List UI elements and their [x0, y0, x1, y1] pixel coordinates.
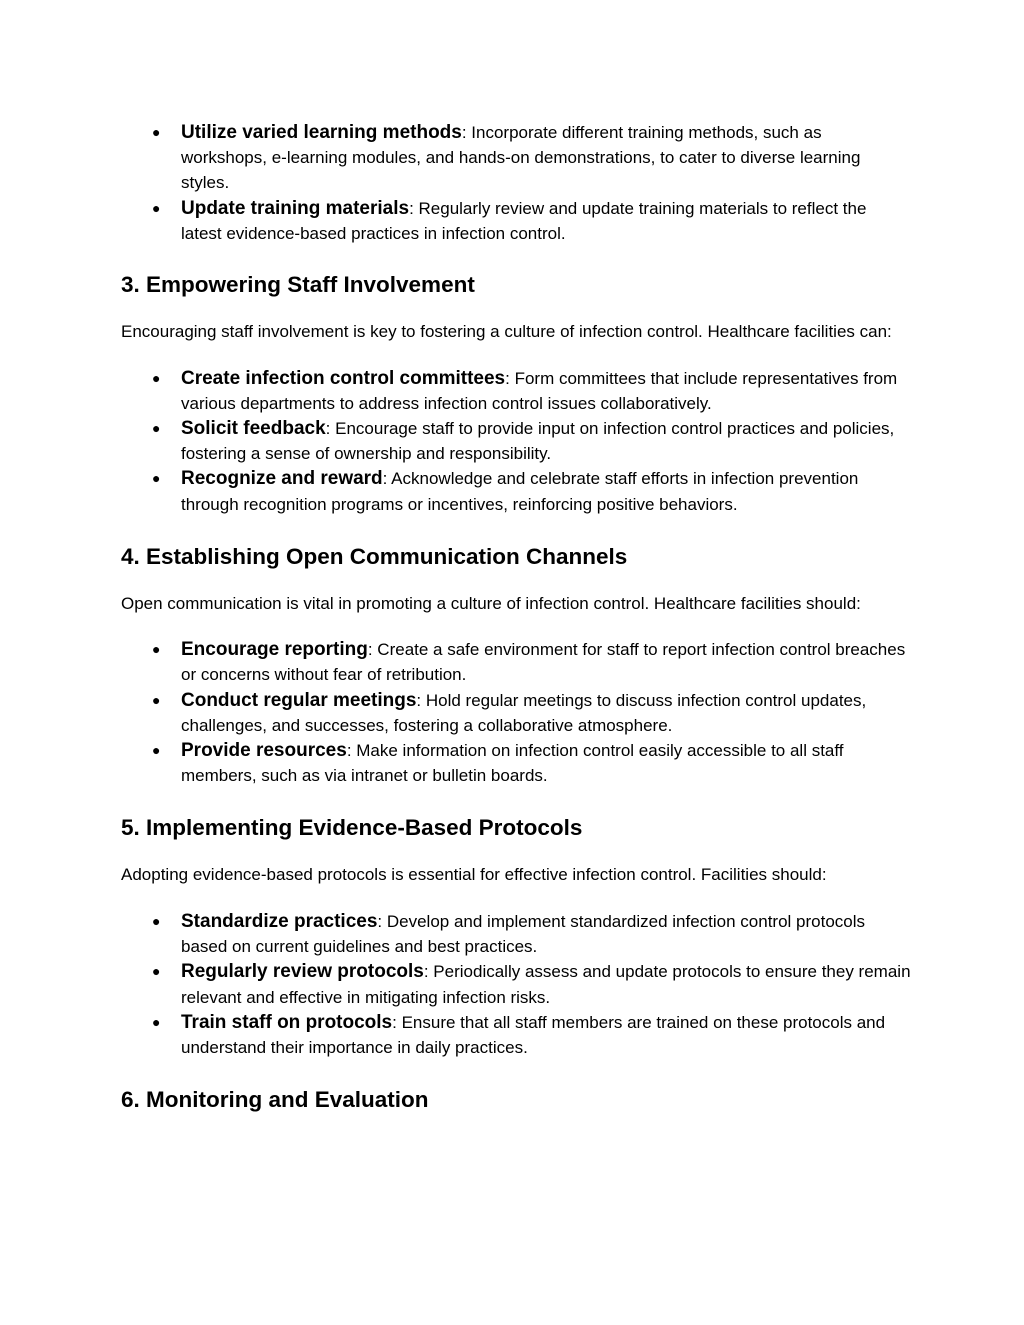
- section-heading: 4. Establishing Open Communication Channels: [121, 543, 628, 569]
- bullet-icon: ●: [152, 691, 161, 708]
- list-item: [121, 120, 911, 196]
- bullet-icon: ●: [152, 199, 161, 216]
- bullet-icon: ●: [152, 963, 161, 980]
- list-item-term: Conduct regular meetings: [181, 689, 417, 711]
- section-heading: 3. Empowering Staff Involvement: [121, 272, 475, 298]
- list-item-text: : Acknowledge and celebrate staff efforts in infection prevention through recognition programs or incentives, reinforcing positive behaviors.: [181, 469, 859, 514]
- list-item-text: : Incorporate different training methods, such as workshops, e-learning modules, and hands-on demonstrations, to cater to diverse learning styles.: [181, 123, 861, 193]
- bullet-icon: ●: [152, 124, 161, 140]
- list-item-term: Solicit feedback: [181, 417, 326, 439]
- section-intro: Open communication is vital in promoting a culture of infection control. Healthcare facilities should:: [121, 593, 861, 613]
- bullet-icon: ●: [152, 742, 161, 759]
- list-item: [121, 466, 911, 516]
- section-heading: 6. Monitoring and Evaluation: [121, 1087, 429, 1113]
- list-item-text: : Create a safe environment for staff to report infection control breaches or concerns without fear of retribution.: [181, 640, 906, 685]
- section-bullet-list: [121, 909, 911, 1060]
- list-item-term: Utilize varied learning methods: [181, 122, 462, 143]
- list-item: [121, 366, 911, 416]
- bullet-icon: ●: [152, 641, 161, 658]
- list-item: [121, 196, 911, 246]
- section-heading: 5. Implementing Evidence-Based Protocols: [121, 815, 583, 841]
- list-item-term: Provide resources: [181, 740, 347, 762]
- list-item-term: Recognize and reward: [181, 468, 383, 490]
- section-intro: Adopting evidence-based protocols is essential for effective infection control. Facilities should:: [121, 865, 827, 885]
- list-item-term: Create infection control committees: [181, 367, 506, 389]
- section-bullet-list: [121, 637, 911, 788]
- document-page: [121, 119, 911, 1114]
- list-item-term: Standardize practices: [181, 910, 378, 932]
- list-item-term: Regularly review protocols: [181, 961, 424, 983]
- list-item: [121, 416, 911, 466]
- list-item-term: Encourage reporting: [181, 639, 368, 661]
- list-item-term: Update training materials: [181, 197, 410, 219]
- list-item-text: : Make information on infection control easily accessible to all staff members, such as via intranet or bulletin boards.: [181, 741, 844, 786]
- list-item-text: : Encourage staff to provide input on infection control practices and policies, fostering a sense of ownership and responsibility.: [181, 418, 895, 464]
- list-item-text: : Develop and implement standardized infection control protocols based on current guidelines and best practices.: [181, 911, 866, 957]
- list-item: [121, 738, 911, 788]
- list-item: [121, 1010, 911, 1060]
- section-intro: Encouraging staff involvement is key to fostering a culture of infection control. Healthcare facilities can:: [121, 322, 892, 342]
- list-item: [121, 637, 911, 687]
- list-item-text: : Form committees that include representatives from various departments to address infection control issues collaboratively.: [181, 368, 898, 413]
- section-bullet-list: [121, 366, 911, 517]
- list-item: [121, 959, 911, 1009]
- bullet-icon: ●: [152, 912, 161, 929]
- bullet-icon: ●: [152, 1013, 161, 1030]
- list-item-text: : Periodically assess and update protocols to ensure they remain relevant and effective in mitigating infection risks.: [181, 962, 911, 1007]
- list-item-text: : Hold regular meetings to discuss infection control updates, challenges, and successes, fostering a collaborative atmosphere.: [181, 690, 867, 735]
- list-item: [121, 688, 911, 738]
- bullet-icon: ●: [152, 470, 161, 487]
- list-item-text: : Ensure that all staff members are trained on these protocols and understand their importance in daily practices.: [181, 1012, 886, 1057]
- bullet-icon: ●: [152, 369, 161, 386]
- bullet-icon: ●: [152, 419, 161, 436]
- top-bullet-list: [121, 120, 911, 246]
- list-item-text: : Regularly review and update training materials to reflect the latest evidence-based practices in infection control.: [181, 198, 867, 243]
- list-item: [121, 909, 911, 959]
- list-item-term: Train staff on protocols: [181, 1011, 393, 1033]
